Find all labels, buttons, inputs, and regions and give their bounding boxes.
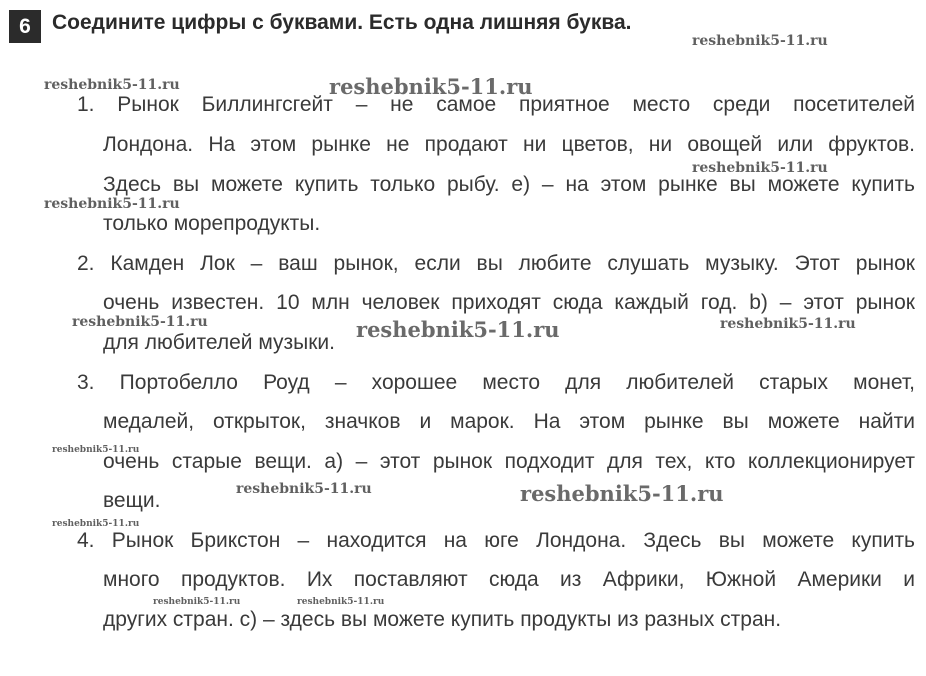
answer-3-line-3: очень старые вещи. a) – этот рынок подходит для тех, кто коллекционирует <box>103 450 915 473</box>
watermark: reshebnik5-11.ru <box>356 317 560 342</box>
watermark: reshebnik5-11.ru <box>297 597 385 607</box>
answer-1-line-1: 1. Рынок Биллингсгейт – не самое приятное место среди посетителей <box>77 93 915 116</box>
answer-2-line-2: очень известен. 10 млн человек приходят сюда каждый год. b) – этот рынок <box>103 291 915 314</box>
watermark: reshebnik5-11.ru <box>52 519 140 529</box>
answer-2-line-1: 2. Камден Лок – ваш рынок, если вы любите слушать музыку. Этот рынок <box>77 252 915 275</box>
answer-1-line-4: только морепродукты. <box>103 212 321 235</box>
answer-4-line-2: много продуктов. Их поставляют сюда из Африки, Южной Америки и <box>103 568 915 591</box>
answer-4-line-3: других стран. c) – здесь вы можете купить продукты из разных стран. <box>103 608 782 631</box>
watermark: reshebnik5-11.ru <box>153 597 241 607</box>
answer-4-line-1: 4. Рынок Брикстон – находится на юге Лондона. Здесь вы можете купить <box>77 529 915 552</box>
watermark: reshebnik5-11.ru <box>692 33 828 49</box>
watermark: reshebnik5-11.ru <box>329 74 533 99</box>
answer-2-line-3: для любителей музыки. <box>103 331 335 354</box>
task-title: Соедините цифры с буквами. Есть одна лишняя буква. <box>52 11 632 34</box>
watermark: reshebnik5-11.ru <box>52 445 140 455</box>
task-number-badge: 6 <box>9 10 41 43</box>
watermark: reshebnik5-11.ru <box>520 481 724 506</box>
watermark: reshebnik5-11.ru <box>692 160 828 176</box>
watermark: reshebnik5-11.ru <box>72 314 208 330</box>
answer-3-line-4: вещи. <box>103 489 161 512</box>
watermark: reshebnik5-11.ru <box>44 196 180 212</box>
watermark: reshebnik5-11.ru <box>236 481 372 497</box>
watermark: reshebnik5-11.ru <box>44 77 180 93</box>
watermark: reshebnik5-11.ru <box>720 316 856 332</box>
answer-3-line-1: 3. Портобелло Роуд – хорошее место для любителей старых монет, <box>77 371 915 394</box>
answer-1-line-3: Здесь вы можете купить только рыбу. e) – на этом рынке вы можете купить <box>103 173 915 196</box>
answer-1-line-2: Лондона. На этом рынке не продают ни цветов, ни овощей или фруктов. <box>103 133 915 156</box>
answer-3-line-2: медалей, открыток, значков и марок. На этом рынке вы можете найти <box>103 410 915 433</box>
